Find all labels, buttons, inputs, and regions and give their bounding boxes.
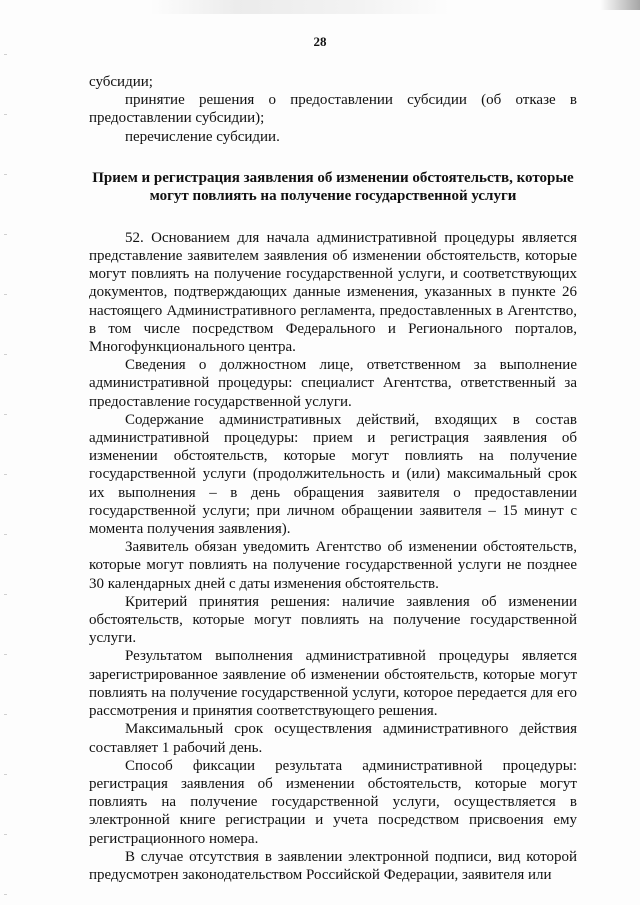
paragraph: Критерий принятия решения: наличие заявления об изменении обстоятельств, которые могут повлиять на получение государственной услуги. <box>89 593 577 647</box>
page-number: 28 <box>313 34 327 49</box>
paragraph: принятие решения о предоставлении субсидии (об отказе в предоставлении субсидии); <box>89 92 577 127</box>
paragraph: перечисление субсидии. <box>125 128 280 145</box>
paragraph: В случае отсутствия в заявлении электронной подписи, вид которой предусмотрен законодательством Российской Федерации, заявителя или <box>89 848 577 883</box>
scan-artifact-top <box>150 0 450 14</box>
paragraph-continuation: субсидии; <box>89 74 153 90</box>
scan-artifact-corner <box>600 0 640 10</box>
scan-artifact-left-margin <box>4 40 7 900</box>
paragraph: Результатом выполнения административной процедуры является зарегистрированное заявление об изменении обстоятельств, которые могут повлиять на получение государственной услуги, которое передается для его рассмотрения и принятия соответствующего решения. <box>89 648 577 720</box>
paragraph-52: 52. Основанием для начала административной процедуры является представление заявителем заявления об изменении обстоятельств, которые могут повлиять на получение государственной услуги, и соответствующих документов, подтверждающих данные изменения, указанных в пункте 26 настоящего Административного регламента, предоставленных в Агентство, в том числе посредством Федерального и Регионального порталов, Многофункционального центра. <box>89 229 577 356</box>
paragraph: Заявитель обязан уведомить Агентство об изменении обстоятельств, которые могут повлиять на получение государственной услуги не позднее 30 календарных дней с даты изменения обстоятельств. <box>89 539 577 592</box>
document-body <box>89 73 577 884</box>
paragraph: Сведения о должностном лице, ответственном за выполнение административной процедуры: специалист Агентства, ответственный за предоставление государственной услуги. <box>89 357 577 410</box>
paragraph: Способ фиксации результата административной процедуры: регистрация заявления об изменении обстоятельств, которые могут повлиять на получение государственной услуги, осуществляется в электронной книге регистрации и учета посредством присвоения ему регистрационного номера. <box>89 757 577 847</box>
section-heading: Прием и регистрация заявления об изменении обстоятельств, которые могут повлиять на получение государственной услуги <box>92 169 574 205</box>
paragraph: Содержание административных действий, входящих в состав административной процедуры: прием и регистрация заявления об изменении обстоятельств, которые могут повлиять на получение государственной услуги (продолжительность и (или) максимальный срок их выполнения – в день обращения заявителя о предоставлении государственной услуги; при личном обращении заявителя – 15 минут с момента получения заявления). <box>89 411 577 538</box>
paragraph: Максимальный срок осуществления административного действия составляет 1 рабочий день. <box>89 721 577 756</box>
